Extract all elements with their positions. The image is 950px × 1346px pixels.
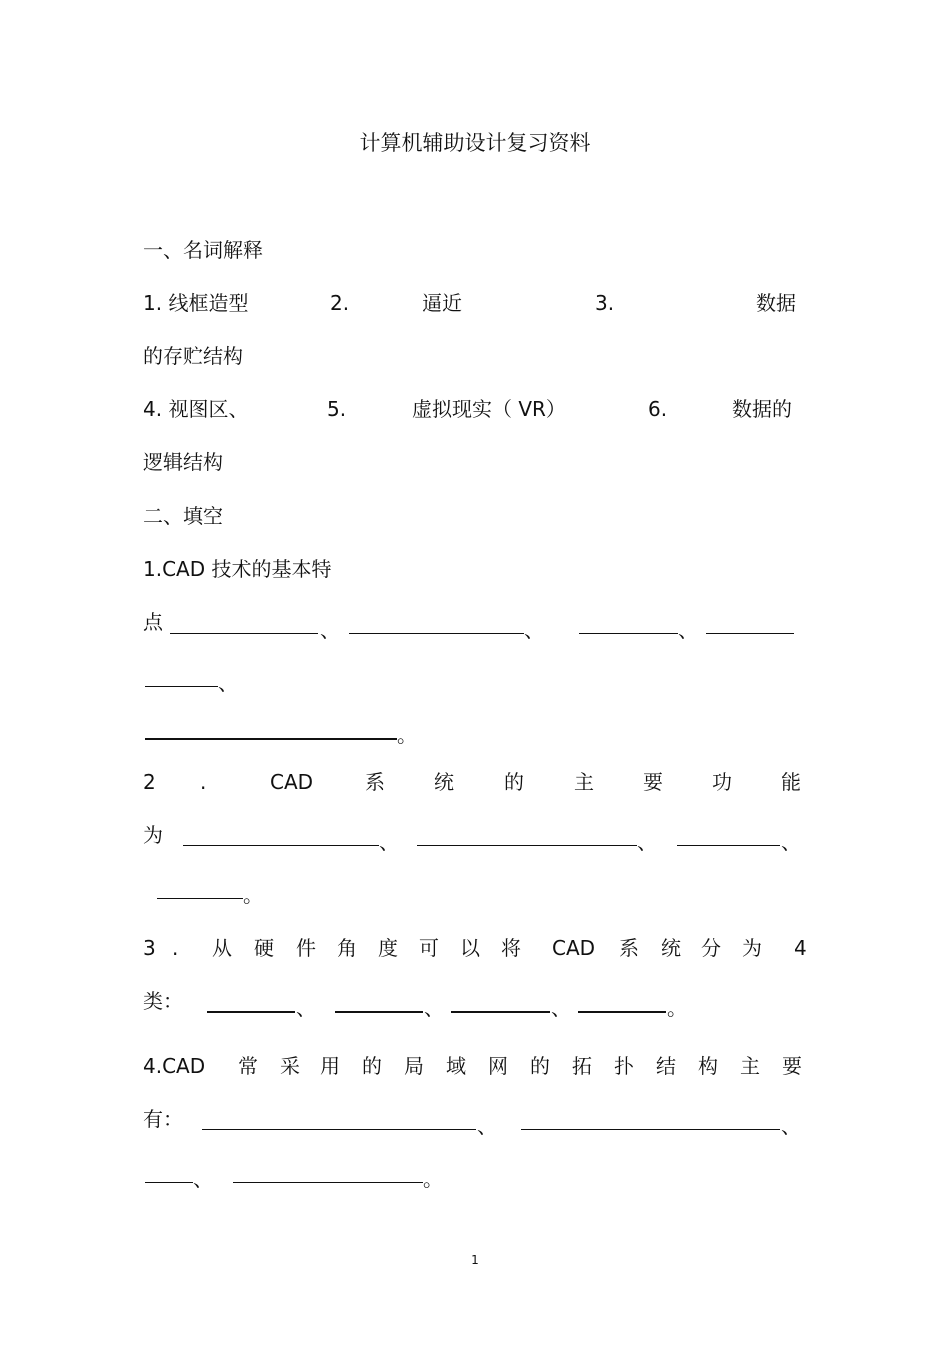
question-3-char: . (172, 936, 179, 960)
separator: 、 (320, 618, 340, 642)
separator: 、 (781, 830, 801, 854)
blank-line (677, 845, 780, 846)
term-3-number: 3. (595, 291, 615, 315)
question-1-lead: 点 (143, 610, 163, 634)
question-3-char: 角 (337, 936, 357, 960)
blank-line (202, 1129, 476, 1130)
question-4-char: 网 (488, 1054, 508, 1078)
blank-line (170, 633, 318, 634)
question-4-char: 用 (320, 1054, 340, 1078)
blank-line (207, 1011, 295, 1013)
end-mark: 。 (667, 996, 687, 1020)
term-6: 数据的 (732, 397, 792, 421)
question-3-char: 系 (619, 936, 639, 960)
term-4: 4. 视图区、 (143, 397, 249, 421)
separator: 、 (296, 996, 316, 1020)
document-title: 计算机辅助设计复习资料 (359, 131, 591, 155)
question-4-char: 主 (740, 1054, 760, 1078)
question-3-char: 3 (143, 936, 156, 960)
question-2-char: 2 (143, 770, 156, 794)
separator: 、 (193, 1167, 213, 1191)
question-3-char: 可 (419, 936, 439, 960)
question-3-char: 件 (296, 936, 316, 960)
question-3-char: 分 (701, 936, 721, 960)
question-4-char: 的 (530, 1054, 550, 1078)
question-3-char: 为 (742, 936, 762, 960)
blank-line (233, 1182, 423, 1183)
blank-line (145, 686, 218, 687)
question-3-char: CAD (552, 936, 596, 960)
blank-line (349, 633, 524, 634)
question-4-char: 结 (656, 1054, 676, 1078)
blank-line (579, 633, 678, 634)
blank-line (335, 1011, 423, 1013)
term-5-number: 5. (327, 397, 347, 421)
separator: 、 (379, 830, 399, 854)
question-2-lead: 为 (143, 823, 163, 847)
blank-line (183, 845, 379, 846)
question-3-char: 统 (661, 936, 681, 960)
question-4-char: 扑 (614, 1054, 634, 1078)
question-4-char: 4.CAD (143, 1054, 206, 1078)
term-5: 虚拟现实（ VR） (412, 397, 566, 421)
question-2-char: CAD (270, 770, 314, 794)
separator: 、 (524, 618, 544, 642)
separator: 、 (424, 996, 444, 1020)
separator: 、 (781, 1114, 801, 1138)
question-1-text: 1.CAD 技术的基本特 (143, 557, 332, 581)
question-2-char: 的 (504, 770, 524, 794)
blank-line (578, 1011, 666, 1013)
end-mark: 。 (243, 883, 263, 907)
end-mark: 。 (423, 1167, 443, 1191)
question-3-lead: 类： (143, 989, 183, 1013)
question-2-char: 功 (712, 770, 732, 794)
separator: 、 (678, 618, 698, 642)
blank-line (706, 633, 794, 634)
blank-line (145, 1182, 193, 1183)
term-2: 逼近 (422, 291, 462, 315)
question-4-char: 局 (404, 1054, 424, 1078)
term-3-continued: 的存贮结构 (143, 344, 243, 368)
question-2-char: 系 (365, 770, 385, 794)
end-mark: 。 (397, 723, 417, 747)
question-4-char: 拓 (572, 1054, 592, 1078)
question-3-char: 从 (212, 936, 232, 960)
question-3-char: 硬 (254, 936, 274, 960)
question-3-char: 4 (794, 936, 807, 960)
question-2-char: 能 (781, 770, 801, 794)
blank-line (145, 738, 397, 740)
term-6-number: 6. (648, 397, 668, 421)
separator: 、 (218, 671, 238, 695)
section-heading-terms: 一、名词解释 (143, 238, 263, 262)
question-2-char: 要 (643, 770, 663, 794)
section-heading-fill-blank: 二、填空 (143, 504, 223, 528)
blank-line (521, 1129, 780, 1130)
question-2-char: . (200, 770, 207, 794)
page-number: 1 (471, 1253, 479, 1267)
question-4-char: 域 (446, 1054, 466, 1078)
term-6-continued: 逻辑结构 (143, 450, 223, 474)
question-4-char: 要 (782, 1054, 802, 1078)
question-2-char: 统 (434, 770, 454, 794)
question-4-char: 常 (238, 1054, 258, 1078)
term-2-number: 2. (330, 291, 350, 315)
separator: 、 (551, 996, 571, 1020)
separator: 、 (477, 1114, 497, 1138)
question-3-char: 将 (501, 936, 521, 960)
question-4-char: 采 (280, 1054, 300, 1078)
blank-line (417, 845, 637, 846)
blank-line (157, 898, 243, 899)
term-3: 数据 (756, 291, 796, 315)
separator: 、 (637, 830, 657, 854)
question-4-char: 的 (362, 1054, 382, 1078)
question-2-char: 主 (574, 770, 594, 794)
question-4-lead: 有： (143, 1107, 183, 1131)
question-4-char: 构 (698, 1054, 718, 1078)
term-1: 1. 线框造型 (143, 291, 249, 315)
question-3-char: 以 (460, 936, 480, 960)
blank-line (451, 1011, 550, 1013)
question-3-char: 度 (378, 936, 398, 960)
